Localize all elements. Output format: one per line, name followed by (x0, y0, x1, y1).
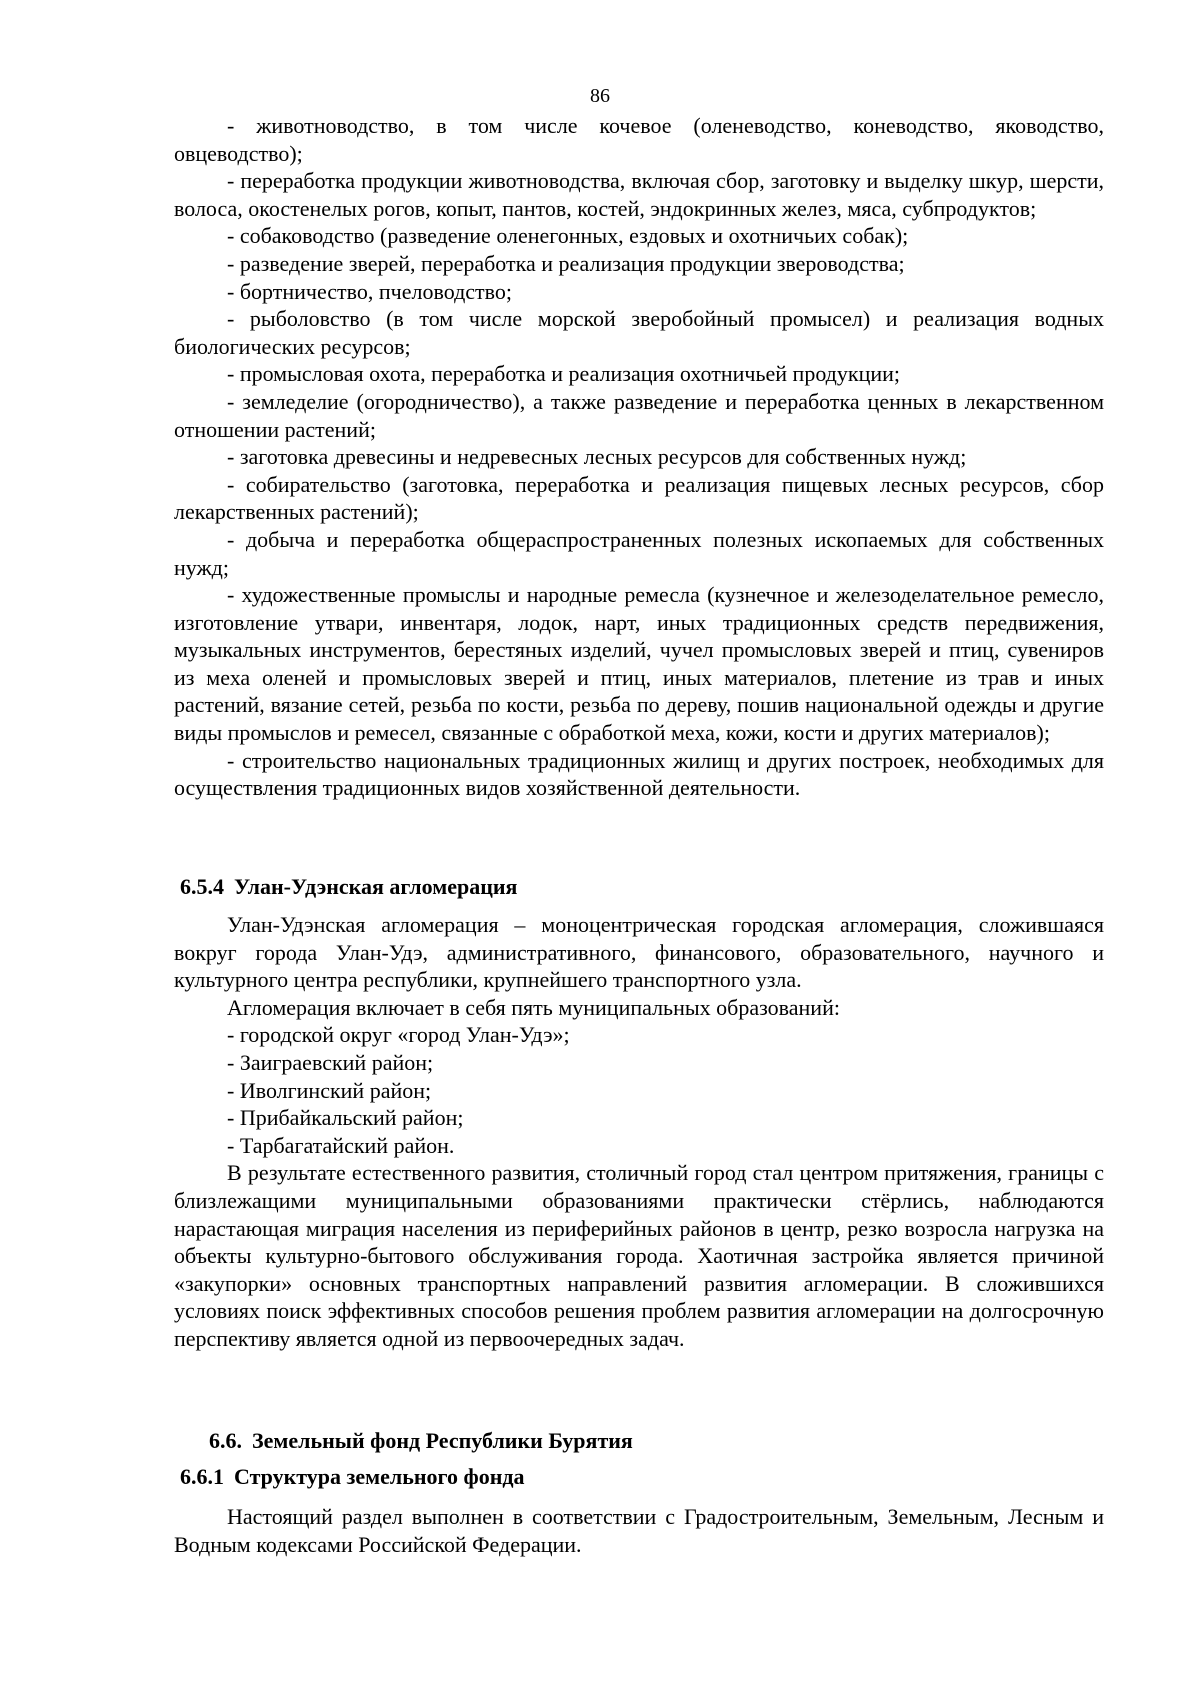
list-item: - переработка продукции животноводства, включая сбор, заготовку и выделку шкур, шерсти, волоса, окостенелых рогов, копыт, пантов, костей, эндокринных желез, мяса, субпродуктов; (174, 168, 1104, 221)
section-number: 6.6.1 (180, 1464, 224, 1489)
list-item: - Заиграевский район; (227, 1049, 434, 1075)
activities-list (174, 112, 1104, 802)
section-heading-6-5-4 (180, 873, 1110, 900)
section-title: Улан-Удэнская агломерация (234, 874, 518, 899)
section-title: Структура земельного фонда (234, 1464, 525, 1489)
list-item: - собаководство (разведение оленегонных, ездовых и охотничьих собак); (227, 223, 909, 249)
list-item: - Иволгинский район; (227, 1077, 432, 1103)
section-number: 6.5.4 (180, 874, 224, 899)
section-title: Земельный фонд Республики Бурятия (252, 1428, 633, 1453)
list-item: - строительство национальных традиционных жилищ и других построек, необходимых для осуществления традиционных видов хозяйственной деятельности. (174, 747, 1104, 801)
list-item: - городской округ «город Улан-Удэ»; (227, 1022, 570, 1048)
list-item: - художественные промыслы и народные ремесла (кузнечное и железоделательное ремесло, изготовление утвари, инвентаря, лодок, нарт, иных традиционных средств передвижения, музыкальных инструментов, берестяных изделий, чучел промысловых зверей и птиц, сувениров из меха оленей и промысловых зверей и птиц, иных материалов, плетение из трав и иных растений, вязание сетей, резьба по кости, резьба по дереву, пошив национальной одежды и другие виды промыслов и ремесел, связанные с обработкой меха, кожи, кости и других материалов); (174, 582, 1104, 746)
list-item: - заготовка древесины и недревесных лесных ресурсов для собственных нужд; (227, 444, 967, 470)
list-item: - промысловая охота, переработка и реализация охотничьей продукции; (227, 361, 900, 387)
list-item: - животноводство, в том числе кочевое (оленеводство, коневодство, яководство, овцеводство); (174, 113, 1104, 166)
list-item: - бортничество, пчеловодство; (227, 278, 512, 304)
land-fund-section (174, 1503, 1104, 1558)
paragraph: Настоящий раздел выполнен в соответствии с Градостроительным, Земельным, Лесным и Водным кодексами Российской Федерации. (174, 1504, 1104, 1557)
paragraph: В результате естественного развития, столичный город стал центром притяжения, границы с близлежащими муниципальными образованиями практически стёрлись, наблюдаются нарастающая миграция населения из периферийных районов в центр, резко возросла нагрузка на объекты культурно-бытового обслуживания города. Хаотичная застройка является причиной «закупорки» основных транспортных направлений развития агломерации. В сложившихся условиях поиск эффективных способов решения проблем развития агломерации на долгосрочную перспективу является одной из первоочередных задач. (174, 1160, 1104, 1351)
section-number: 6.6. (209, 1428, 242, 1453)
list-item: - добыча и переработка общераспространенных полезных ископаемых для собственных нужд; (174, 526, 1104, 580)
list-item: - Прибайкальский район; (227, 1105, 464, 1131)
paragraph: Улан-Удэнская агломерация – моноцентрическая городская агломерация, сложившаяся вокруг города Улан-Удэ, административного, финансового, образовательного, научного и культурного центра республики, крупнейшего транспортного узла. (174, 912, 1104, 993)
paragraph: Агломерация включает в себя пять муниципальных образований: (227, 994, 840, 1020)
section-heading-6-6-1 (180, 1463, 1110, 1490)
list-item: - разведение зверей, переработка и реализация продукции звероводства; (227, 250, 905, 276)
page-number: 86 (590, 85, 610, 107)
list-item: - Тарбагатайский район. (227, 1132, 455, 1158)
agglomeration-section (174, 911, 1104, 1353)
list-item: - рыболовство (в том числе морской зверобойный промысел) и реализация водных биологических ресурсов; (174, 306, 1104, 359)
list-item: - собирательство (заготовка, переработка и реализация пищевых лесных ресурсов, сбор лекарственных растений); (174, 471, 1104, 525)
list-item: - земледелие (огородничество), а также разведение и переработка ценных в лекарственном отношении растений; (174, 388, 1104, 442)
section-heading-6-6 (209, 1427, 1139, 1454)
